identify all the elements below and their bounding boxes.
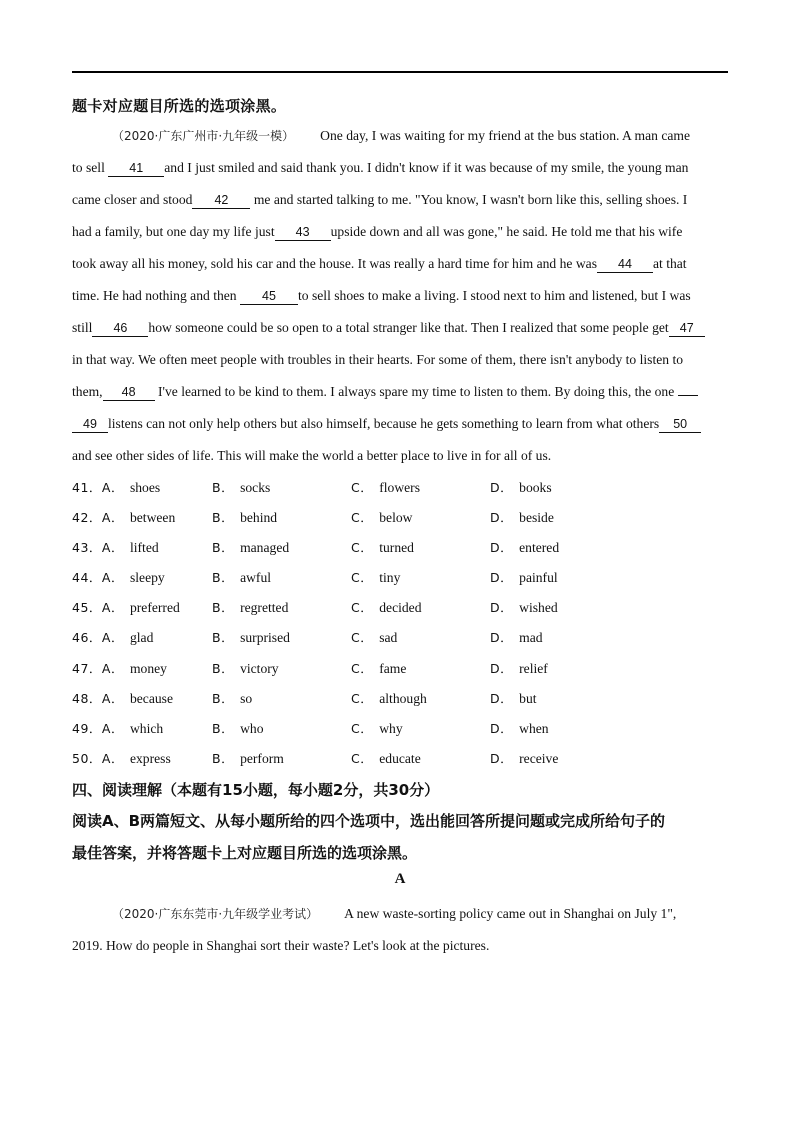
passage-a-text-1: A new waste-sorting policy came out in Shanghai on July 1", (344, 906, 677, 921)
option-c (351, 478, 420, 496)
option-a (72, 568, 165, 586)
option-text: why (379, 720, 403, 736)
passage-text: upside down and all was gone," he said. He told me that his wife (330, 224, 683, 239)
cloze-blank: 47 (669, 320, 705, 337)
option-letter: D． (490, 750, 514, 766)
option-letter: B． (212, 510, 235, 526)
question-number: 46． (72, 630, 102, 646)
option-a (72, 628, 153, 646)
passage-text: and I just smiled and said thank you. I didn't know if it was because of my smile, the young man (164, 160, 689, 175)
passage-line (72, 280, 732, 312)
question-row (72, 685, 728, 715)
option-text: when (519, 720, 549, 736)
top-instruction-fragment: 题卡对应题目所选的选项涂黑。 (72, 97, 287, 115)
cloze-passage (72, 120, 732, 472)
option-letter: B． (212, 720, 235, 736)
option-text: perform (240, 750, 284, 766)
option-letter: D． (490, 480, 514, 495)
option-text: because (129, 690, 173, 706)
option-text: mad (519, 630, 543, 646)
question-row (72, 655, 728, 685)
option-text: lifted (129, 540, 159, 556)
option-b (212, 749, 284, 767)
option-d (490, 628, 543, 646)
option-letter: D． (490, 510, 514, 526)
option-text: although (379, 690, 427, 706)
option-b (212, 598, 288, 616)
option-b (212, 628, 290, 646)
option-letter: D． (490, 540, 514, 556)
passage-text: One day, I was waiting for my friend at the bus station. A man came (320, 128, 691, 143)
option-letter: C． (351, 690, 374, 706)
option-letter: C． (351, 630, 374, 646)
passage-label: A (394, 871, 406, 887)
passage-text: still (72, 320, 93, 335)
option-c (351, 568, 400, 586)
passage-a-line-2: 2019. How do people in Shanghai sort their waste? Let's look at the pictures. (72, 938, 490, 953)
option-text: awful (240, 570, 272, 586)
question-row (72, 624, 728, 654)
option-text: books (519, 480, 552, 495)
passage-line (72, 312, 732, 344)
cloze-blank: 50 (659, 416, 701, 433)
option-letter: B． (212, 570, 235, 586)
option-letter: C． (351, 570, 374, 586)
option-letter: A． (101, 750, 124, 766)
option-text: express (129, 750, 171, 766)
section-instruction-line-2: 最佳答案，并将答题卡上对应题目所选的选项涂黑。 (72, 844, 418, 862)
passage-text: time. He had nothing and then (72, 288, 240, 303)
option-letter: C． (351, 480, 374, 495)
question-number: 44． (72, 570, 102, 586)
cloze-blank: 41 (108, 160, 164, 177)
option-text: preferred (129, 600, 180, 616)
passage-text: to sell (72, 160, 109, 175)
option-text: painful (519, 570, 558, 586)
option-text: who (240, 720, 264, 736)
option-text: sad (379, 630, 398, 646)
option-letter: B． (212, 540, 235, 556)
option-text: educate (379, 750, 421, 766)
question-number: 50． (72, 750, 102, 766)
section-instruction-line-1: 阅读A、B两篇短文、从每小题所给的四个选项中，选出能回答所提问题或完成所给句子的 (72, 812, 666, 830)
header-rule (72, 71, 728, 73)
option-letter: A． (101, 480, 124, 495)
option-c (351, 719, 403, 737)
passage-text: me and started talking to me. "You know, I wasn't born like this, selling shoes. I (250, 192, 688, 207)
option-a (72, 689, 173, 707)
option-letter: A． (101, 630, 124, 646)
cloze-blank (678, 395, 698, 396)
option-letter: B． (212, 660, 235, 676)
passage-line (72, 344, 732, 376)
option-text: relief (519, 660, 548, 676)
option-letter: A． (101, 540, 124, 556)
question-row (72, 534, 728, 564)
option-text: socks (240, 480, 271, 495)
option-a (72, 719, 163, 737)
option-text: receive (519, 750, 559, 766)
passage-line (72, 440, 732, 472)
passage-line (72, 376, 732, 408)
option-letter: D． (490, 570, 514, 586)
option-text: victory (240, 660, 279, 676)
option-letter: C． (351, 660, 374, 676)
option-letter: A． (101, 510, 124, 526)
option-letter: A． (101, 570, 124, 586)
option-letter: B． (212, 630, 235, 646)
option-a (72, 598, 180, 616)
option-letter: A． (101, 600, 124, 616)
option-d (490, 749, 558, 767)
passage-text: at that (652, 256, 687, 271)
question-number: 41． (72, 480, 102, 495)
option-letter: A． (101, 690, 124, 706)
option-letter: C． (351, 510, 374, 526)
passage-line (72, 184, 732, 216)
option-letter: C． (351, 600, 374, 616)
option-text: below (379, 510, 413, 526)
passage-line (72, 152, 732, 184)
option-d (490, 568, 558, 586)
question-number: 45． (72, 600, 102, 616)
option-c (351, 598, 422, 616)
question-number: 47． (72, 660, 102, 676)
option-b (212, 659, 279, 677)
option-letter: D． (490, 630, 514, 646)
option-text: shoes (129, 480, 161, 495)
option-a (72, 538, 159, 556)
option-d (490, 719, 549, 737)
question-number: 43． (72, 540, 102, 556)
question-row (72, 474, 728, 504)
option-letter: B． (212, 750, 235, 766)
question-row (72, 715, 728, 745)
option-letter: B． (212, 600, 235, 616)
option-b (212, 568, 271, 586)
option-text: so (240, 690, 253, 706)
option-letter: B． (212, 480, 235, 495)
option-c (351, 659, 406, 677)
option-letter: D． (490, 690, 514, 706)
cloze-blank: 44 (597, 256, 653, 273)
option-a (72, 659, 167, 677)
option-text: tiny (379, 570, 401, 586)
option-text: managed (240, 540, 290, 556)
question-row (72, 594, 728, 624)
option-b (212, 719, 264, 737)
option-text: but (519, 690, 537, 706)
passage-text: and see other sides of life. This will make the world a better place to live in for all of us. (72, 448, 552, 463)
passage-a-line-1 (72, 898, 732, 930)
question-row (72, 745, 728, 775)
passage-line (72, 120, 732, 152)
passage-a-intro (72, 898, 732, 962)
option-c (351, 538, 414, 556)
passage-text: them, (72, 384, 103, 399)
option-letter: B． (212, 690, 235, 706)
option-b (212, 689, 252, 707)
option-text: wished (519, 600, 558, 616)
section-title: 四、阅读理解（本题有15小题，每小题2分，共30分） (72, 781, 440, 799)
option-c (351, 628, 397, 646)
option-text: decided (379, 600, 422, 616)
option-letter: D． (490, 660, 514, 676)
option-text: turned (379, 540, 414, 556)
option-text: fame (379, 660, 407, 676)
option-letter: D． (490, 600, 514, 616)
option-text: sleepy (129, 570, 165, 586)
question-number: 49． (72, 720, 102, 736)
passage-text: to sell shoes to make a living. I stood next to him and listened, but I was (298, 288, 691, 303)
passage-line (72, 216, 732, 248)
passage-text: listens can not only help others but also himself, because he gets something to learn from what others (108, 416, 660, 431)
option-letter: C． (351, 540, 374, 556)
option-letter: A． (101, 660, 124, 676)
passage-text: I've learned to be kind to them. I always spare my time to listen to them. By doing this, the one (154, 384, 678, 399)
question-row (72, 564, 728, 594)
option-letter: A． (101, 720, 124, 736)
option-d (490, 508, 554, 526)
passage-text: had a family, but one day my life just (72, 224, 275, 239)
option-b (212, 508, 277, 526)
question-row (72, 504, 728, 534)
passage-line (72, 248, 732, 280)
passage-a-source: （2020·广东东莞市·九年级学业考试） (112, 907, 319, 921)
option-text: behind (240, 510, 278, 526)
passage-line (72, 408, 732, 440)
option-text: beside (519, 510, 554, 526)
option-b (212, 538, 289, 556)
option-d (490, 659, 548, 677)
cloze-blank: 48 (103, 384, 155, 401)
option-text: money (129, 660, 167, 676)
passage-text: in that way. We often meet people with troubles in their hearts. For some of them, there isn't anybody to listen to (72, 352, 684, 367)
option-c (351, 508, 412, 526)
passage-text: came closer and stood (72, 192, 193, 207)
option-text: entered (519, 540, 560, 556)
cloze-blank: 42 (192, 192, 250, 209)
cloze-blank: 46 (92, 320, 148, 337)
option-d (490, 598, 558, 616)
cloze-blank: 45 (240, 288, 298, 305)
option-d (490, 538, 559, 556)
option-text: glad (129, 630, 154, 646)
option-letter: C． (351, 720, 374, 736)
option-b (212, 478, 270, 496)
option-a (72, 478, 160, 496)
option-d (490, 689, 537, 707)
option-a (72, 749, 171, 767)
option-text: which (129, 720, 164, 736)
cloze-options (72, 474, 728, 775)
cloze-blank: 49 (72, 416, 108, 433)
option-d (490, 478, 552, 496)
question-number: 48． (72, 690, 102, 706)
option-text: surprised (240, 630, 290, 646)
option-text: between (129, 510, 176, 526)
option-text: flowers (379, 480, 421, 495)
option-letter: C． (351, 750, 374, 766)
passage-text: took away all his money, sold his car and the house. It was really a hard time for him and he was (72, 256, 597, 271)
question-number: 42． (72, 510, 102, 526)
option-a (72, 508, 175, 526)
option-letter: D． (490, 720, 514, 736)
passage-text: how someone could be so open to a total stranger like that. Then I realized that some people get (148, 320, 669, 335)
option-c (351, 689, 427, 707)
option-text: regretted (240, 600, 289, 616)
passage-source: （2020·广东广州市·九年级一模） (112, 129, 295, 143)
cloze-blank: 43 (275, 224, 331, 241)
option-c (351, 749, 421, 767)
